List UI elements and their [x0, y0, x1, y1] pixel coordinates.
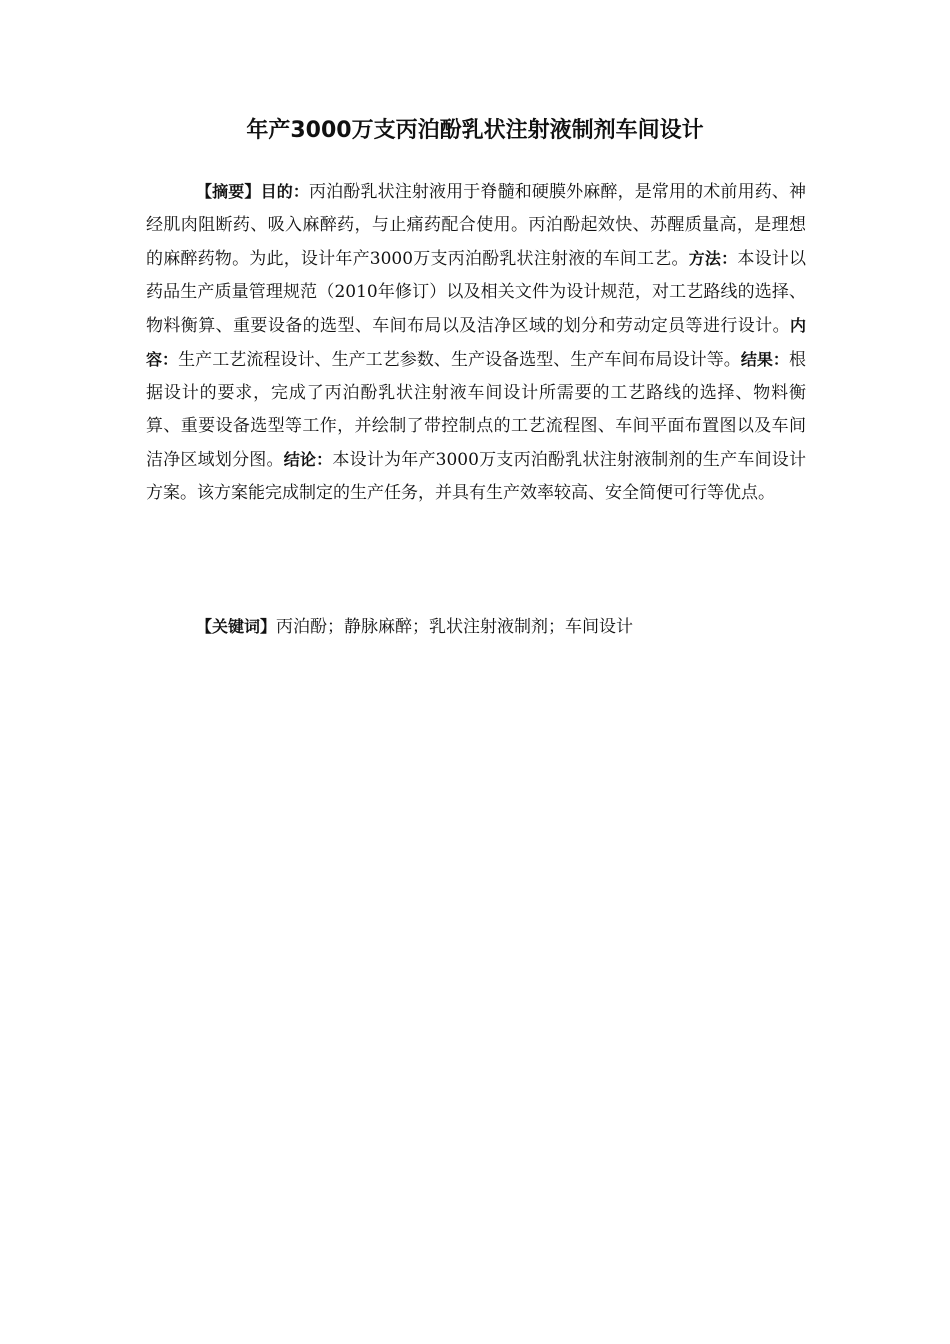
abstract-paragraph: [146, 175, 806, 510]
keywords-paragraph: [196, 610, 806, 644]
objective-label: 目的：: [260, 182, 310, 201]
keywords-text: 丙泊酚；静脉麻醉；乳状注射液制剂；车间设计: [276, 617, 634, 637]
result-label: 结果：: [740, 350, 789, 369]
conclusion-label: 结论：: [283, 450, 333, 469]
content-label: 内容：: [146, 316, 806, 369]
conclusion-text: 本设计为年产3000万支丙泊酚乳状注射液制剂的生产车间设计方案。该方案能完成制定的生产任务，并具有生产效率较高、安全简便可行等优点。: [146, 450, 806, 503]
keywords-heading: 【关键词】: [196, 617, 277, 636]
objective-text: 丙泊酚乳状注射液用于脊髓和硬膜外麻醉，是常用的术前用药、神经肌肉阻断药、吸入麻醉药，与止痛药配合使用。丙泊酚起效快、苏醒质量高，是理想的麻醉药物。为此，设计年产3000万支丙泊酚乳状注射液的车间工艺。: [146, 182, 806, 269]
content-text: 生产工艺流程设计、生产工艺参数、生产设备选型、生产车间布局设计等。: [178, 350, 741, 370]
method-text: 本设计以药品生产质量管理规范（2010年修订）以及相关文件为设计规范，对工艺路线的选择、物料衡算、重要设备的选型、车间布局以及洁净区域的划分和劳动定员等进行设计。: [146, 249, 807, 336]
result-text: 根据设计的要求，完成了丙泊酚乳状注射液车间设计所需要的工艺路线的选择、物料衡算、重要设备选型等工作，并绘制了带控制点的工艺流程图、车间平面布置图以及车间洁净区域划分图。: [146, 350, 806, 470]
method-label: 方法：: [688, 249, 738, 268]
document-title: 年产3000万支丙泊酚乳状注射液制剂车间设计: [246, 118, 704, 143]
abstract-heading: 【摘要】: [196, 182, 261, 201]
